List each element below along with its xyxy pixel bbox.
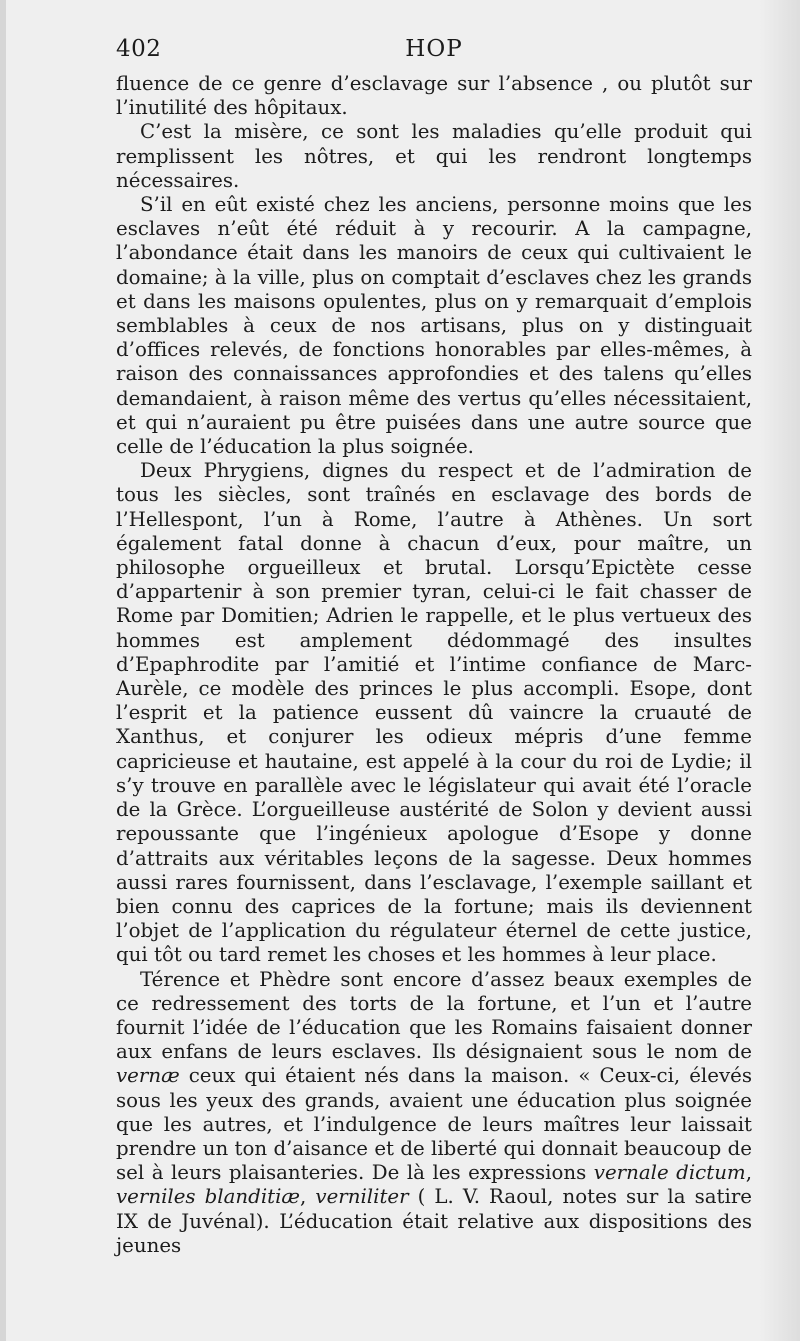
- running-head: HOP: [405, 36, 463, 62]
- page-number: 402: [116, 36, 162, 62]
- paragraph-misere: C’est la misère, ce sont les maladies qu’elle produit qui remplissent les nôtres, et qui les rendront longtemps nécessaires.: [116, 120, 752, 192]
- italic-term: vernæ: [116, 1064, 180, 1088]
- italic-term: verniliter: [315, 1185, 409, 1209]
- page-gutter-edge: [0, 0, 6, 1341]
- page-outer-edge: [760, 0, 800, 1341]
- paragraph-text: ceux qui étaient nés dans la maison. « Ceux-ci, élevés sous les yeux des grands, avaient une éducation plus soignée que les autres, et l’indulgence de leurs maîtres leur laissait prendre un ton d’aisance et de liberté qui donnait beaucoup de sel à leurs plaisanteries. De là les expressions: [116, 1064, 752, 1185]
- paragraph-anciens: S’il en eût existé chez les anciens, personne moins que les esclaves n’eût été réduit à y recourir. A la campagne, l’abondance était dans les manoirs de ceux qui cultivaient le domaine; à la ville, plus on comptait d’esclaves chez les grands et dans les maisons opulentes, plus on y remarquait d’emplois semblables à ceux de nos artisans, plus on y distinguait d’offices relevés, de fonctions honorables par elles-mêmes, à raison des connaissances approfondies et des talens qu’elles demandaient, à raison même des vertus qu’elles nécessitaient, et qui n’auraient pu être puisées dans une autre source que celle de l’éducation la plus soignée.: [116, 193, 752, 459]
- italic-term: verniles blanditiæ: [116, 1185, 301, 1209]
- punctuation: ,: [300, 1185, 307, 1209]
- italic-term: vernale dictum: [593, 1161, 746, 1185]
- punctuation: ,: [745, 1161, 752, 1185]
- paragraph-text: ( L. V. Raoul, notes sur la satire IX de Juvénal). L’éducation était relative aux dispositions des jeunes: [116, 1185, 752, 1257]
- paragraph-terence: [116, 968, 752, 1258]
- body-text: [116, 72, 752, 1258]
- paragraph-phrygiens: Deux Phrygiens, dignes du respect et de l’admiration de tous les siècles, sont traînés en esclavage des bords de l’Hellespont, l’un à Rome, l’autre à Athènes. Un sort également fatal donne à chacun d’eux, pour maître, un philosophe orgueilleux et brutal. Lorsqu’Epictète cesse d’appartenir à son premier tyran, celui-ci le fait chasser de Rome par Domitien; Adrien le rappelle, et le plus vertueux des hommes est amplement dédommagé des insultes d’Epaphrodite par l’amitié et l’intime confiance de Marc-Aurèle, ce modèle des princes le plus accompli. Esope, dont l’esprit et la patience eussent dû vaincre la cruauté de Xanthus, et conjurer les odieux mépris d’une femme capricieuse et hautaine, est appelé à la cour du roi de Lydie; il s’y trouve en parallèle avec le législateur qui avait été l’oracle de la Grèce. L’orgueilleuse austérité de Solon y devient aussi repoussante que l’ingénieux apologue d’Esope y donne d’attraits aux véritables leçons de la sagesse. Deux hommes aussi rares fournissent, dans l’esclavage, l’exemple saillant et bien connu des caprices de la fortune; mais ils deviennent l’objet de l’application du régulateur éternel de cette justice, qui tôt ou tard remet les choses et les hommes à leur place.: [116, 459, 752, 967]
- paragraph-text: Térence et Phèdre sont encore d’assez beaux exemples de ce redressement des torts de la fortune, et l’un et l’autre fournit l’idée de l’éducation que les Romains faisaient donner aux enfans de leurs esclaves. Ils désignaient sous le nom de: [116, 967, 752, 1064]
- page-header: [116, 36, 752, 72]
- paragraph-continuation: fluence de ce genre d’esclavage sur l’absence , ou plutôt sur l’inutilité des hôpitaux.: [116, 72, 752, 120]
